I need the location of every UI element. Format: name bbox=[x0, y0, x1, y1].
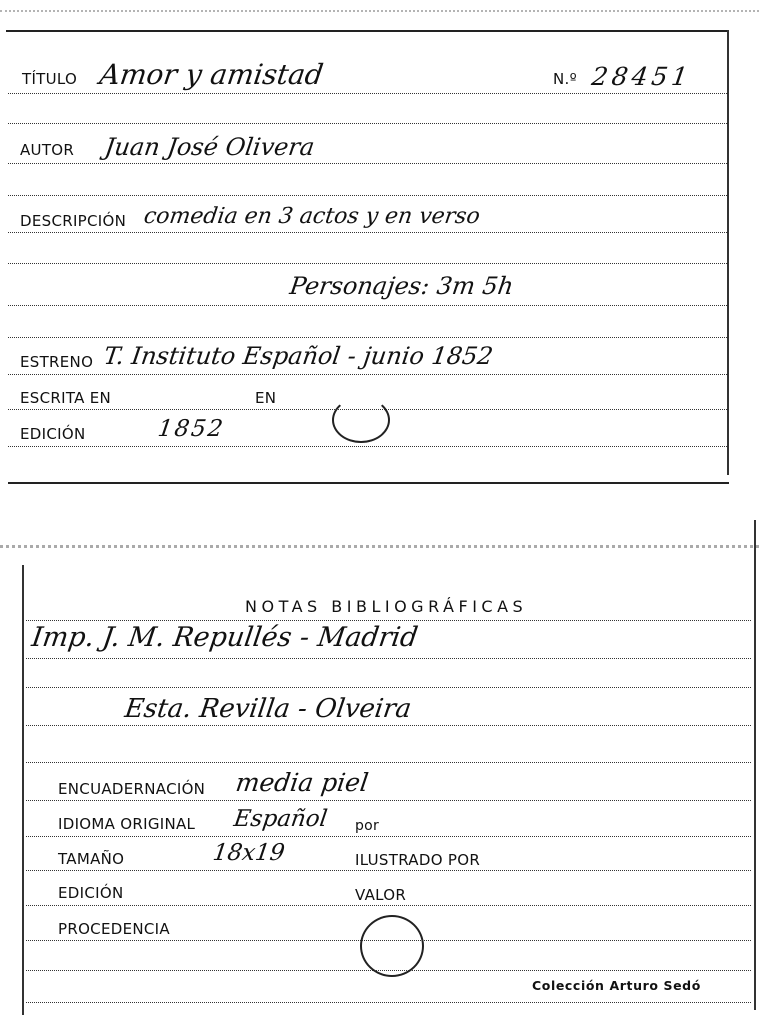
numero-label: N.º bbox=[553, 70, 577, 88]
row-rule bbox=[8, 446, 729, 447]
tamano-label: TAMAÑO bbox=[58, 850, 125, 868]
punch-hole bbox=[332, 397, 390, 443]
por-label: por bbox=[355, 818, 380, 834]
escrita-en-label: ESCRITA EN bbox=[20, 389, 112, 407]
row-rule bbox=[26, 762, 751, 763]
punch-hole bbox=[360, 915, 424, 977]
card-right-edge bbox=[754, 520, 756, 1010]
row-rule bbox=[8, 195, 729, 196]
personajes-value: Personajes: 3m 5h bbox=[288, 272, 516, 300]
notas-heading: NOTAS BIBLIOGRÁFICAS bbox=[245, 597, 528, 616]
row-rule bbox=[26, 800, 751, 801]
row-rule bbox=[26, 687, 751, 688]
encuadernacion-value: media piel bbox=[233, 768, 371, 797]
row-rule bbox=[26, 620, 751, 621]
top-catalog-card bbox=[0, 0, 759, 500]
row-rule bbox=[8, 163, 729, 164]
procedencia-label: PROCEDENCIA bbox=[58, 920, 170, 938]
descripcion-value: comedia en 3 actos y en verso bbox=[142, 204, 482, 229]
note-line-1: Imp. J. M. Repullés - Madrid bbox=[29, 622, 420, 653]
row-rule bbox=[26, 658, 751, 659]
en-label: EN bbox=[255, 389, 277, 407]
scan-noise-top bbox=[0, 10, 759, 24]
valor-label: VALOR bbox=[355, 886, 407, 904]
row-rule bbox=[8, 337, 729, 338]
scan-noise-bottom bbox=[0, 545, 759, 560]
ilustrado-por-label: ILUSTRADO POR bbox=[355, 851, 481, 869]
edicion-label: EDICIÓN bbox=[58, 884, 124, 902]
row-rule bbox=[8, 305, 729, 306]
autor-value: Juan José Olivera bbox=[103, 133, 317, 161]
encuadernacion-label: ENCUADERNACIÓN bbox=[58, 780, 206, 798]
descripcion-label: DESCRIPCIÓN bbox=[20, 212, 127, 230]
edicion-label: EDICIÓN bbox=[20, 425, 86, 443]
tamano-value: 18x19 bbox=[211, 840, 287, 866]
titulo-value: Amor y amistad bbox=[97, 58, 326, 91]
row-rule bbox=[8, 93, 729, 94]
autor-label: AUTOR bbox=[20, 141, 75, 159]
row-rule bbox=[26, 725, 751, 726]
card-left-edge bbox=[22, 565, 24, 1015]
row-rule bbox=[26, 1002, 751, 1003]
estreno-value: T. Instituto Español - junio 1852 bbox=[102, 342, 495, 370]
row-rule bbox=[26, 870, 751, 871]
estreno-label: ESTRENO bbox=[20, 353, 94, 371]
row-rule bbox=[8, 263, 729, 264]
edicion-value: 1852 bbox=[156, 416, 227, 442]
numero-value: 28451 bbox=[589, 62, 694, 91]
row-rule bbox=[26, 905, 751, 906]
idioma-original-value: Español bbox=[232, 806, 329, 832]
titulo-label: TÍTULO bbox=[22, 70, 78, 88]
row-rule bbox=[8, 232, 729, 233]
row-rule bbox=[8, 123, 729, 124]
row-rule bbox=[26, 836, 751, 837]
note-line-2: Esta. Revilla - Olveira bbox=[122, 694, 414, 724]
row-rule bbox=[8, 374, 729, 375]
collection-credit: Colección Arturo Sedó bbox=[532, 978, 701, 993]
card-top-edge bbox=[6, 30, 729, 32]
card-bottom-edge bbox=[8, 482, 729, 484]
idioma-original-label: IDIOMA ORIGINAL bbox=[58, 815, 196, 833]
